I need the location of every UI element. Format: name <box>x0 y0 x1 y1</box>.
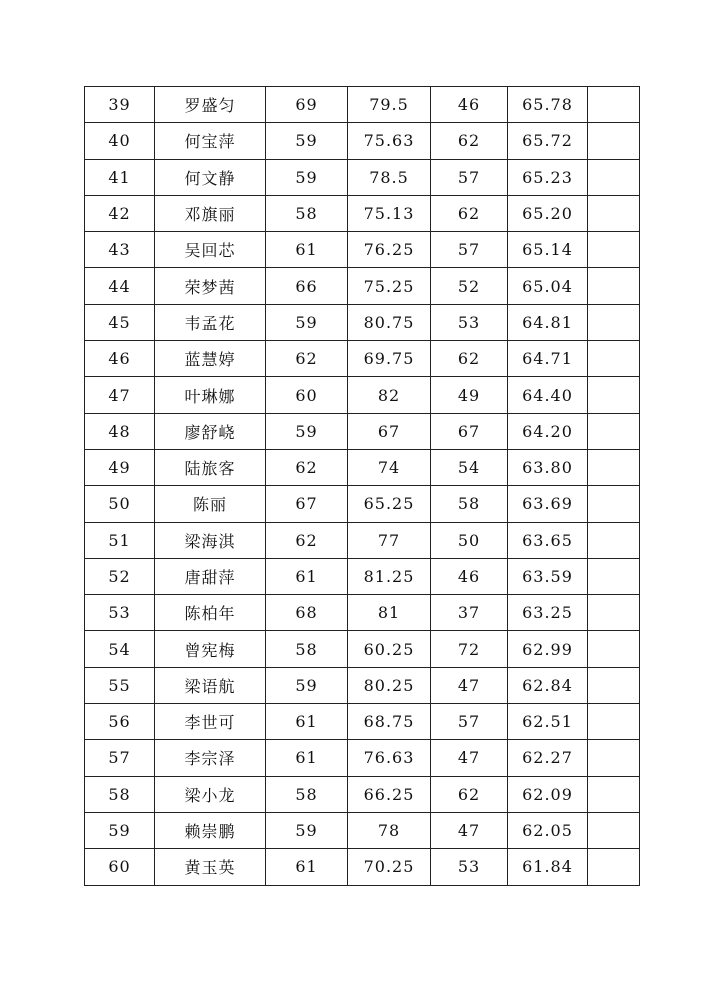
note-cell <box>588 268 640 304</box>
total-cell: 61.84 <box>508 849 588 885</box>
score-b-cell: 75.13 <box>348 195 431 231</box>
total-cell: 62.51 <box>508 704 588 740</box>
table-row <box>85 449 640 485</box>
total-cell: 65.20 <box>508 195 588 231</box>
note-cell <box>588 704 640 740</box>
rank-cell: 54 <box>85 631 155 667</box>
note-cell <box>588 631 640 667</box>
note-cell <box>588 304 640 340</box>
rank-cell: 60 <box>85 849 155 885</box>
score-c-cell: 46 <box>431 558 508 594</box>
rank-cell: 43 <box>85 232 155 268</box>
table-row <box>85 849 640 885</box>
note-cell <box>588 341 640 377</box>
score-b-cell: 67 <box>348 413 431 449</box>
score-b-cell: 76.25 <box>348 232 431 268</box>
score-b-cell: 68.75 <box>348 704 431 740</box>
name-cell: 叶琳娜 <box>155 377 266 413</box>
score-a-cell: 59 <box>266 159 348 195</box>
score-b-cell: 70.25 <box>348 849 431 885</box>
score-c-cell: 58 <box>431 486 508 522</box>
total-cell: 64.81 <box>508 304 588 340</box>
rank-cell: 42 <box>85 195 155 231</box>
note-cell <box>588 195 640 231</box>
name-cell: 邓旗丽 <box>155 195 266 231</box>
rank-cell: 41 <box>85 159 155 195</box>
table-body <box>85 87 640 886</box>
rank-cell: 56 <box>85 704 155 740</box>
score-b-cell: 78.5 <box>348 159 431 195</box>
score-a-cell: 69 <box>266 87 348 123</box>
score-b-cell: 81 <box>348 595 431 631</box>
score-b-cell: 80.25 <box>348 667 431 703</box>
note-cell <box>588 449 640 485</box>
name-cell: 蓝慧婷 <box>155 341 266 377</box>
name-cell: 赖崇鹏 <box>155 812 266 848</box>
name-cell: 韦孟花 <box>155 304 266 340</box>
table-row <box>85 268 640 304</box>
rank-cell: 51 <box>85 522 155 558</box>
table-row <box>85 812 640 848</box>
table-row <box>85 667 640 703</box>
rank-cell: 46 <box>85 341 155 377</box>
rank-cell: 57 <box>85 740 155 776</box>
name-cell: 何宝萍 <box>155 123 266 159</box>
table-row <box>85 486 640 522</box>
name-cell: 曾宪梅 <box>155 631 266 667</box>
table-row <box>85 377 640 413</box>
rank-cell: 48 <box>85 413 155 449</box>
note-cell <box>588 667 640 703</box>
score-a-cell: 62 <box>266 341 348 377</box>
total-cell: 64.40 <box>508 377 588 413</box>
score-c-cell: 62 <box>431 195 508 231</box>
total-cell: 63.69 <box>508 486 588 522</box>
score-a-cell: 60 <box>266 377 348 413</box>
score-c-cell: 46 <box>431 87 508 123</box>
score-b-cell: 65.25 <box>348 486 431 522</box>
total-cell: 63.25 <box>508 595 588 631</box>
total-cell: 65.72 <box>508 123 588 159</box>
score-c-cell: 52 <box>431 268 508 304</box>
score-c-cell: 53 <box>431 304 508 340</box>
rank-cell: 52 <box>85 558 155 594</box>
total-cell: 63.65 <box>508 522 588 558</box>
name-cell: 廖舒峣 <box>155 413 266 449</box>
score-b-cell: 75.63 <box>348 123 431 159</box>
score-c-cell: 57 <box>431 704 508 740</box>
rank-cell: 53 <box>85 595 155 631</box>
score-c-cell: 62 <box>431 341 508 377</box>
total-cell: 63.80 <box>508 449 588 485</box>
total-cell: 62.27 <box>508 740 588 776</box>
score-b-cell: 79.5 <box>348 87 431 123</box>
note-cell <box>588 377 640 413</box>
score-c-cell: 37 <box>431 595 508 631</box>
rank-cell: 40 <box>85 123 155 159</box>
note-cell <box>588 776 640 812</box>
score-a-cell: 61 <box>266 704 348 740</box>
score-a-cell: 58 <box>266 195 348 231</box>
rank-cell: 47 <box>85 377 155 413</box>
score-c-cell: 57 <box>431 159 508 195</box>
score-c-cell: 67 <box>431 413 508 449</box>
score-c-cell: 47 <box>431 667 508 703</box>
total-cell: 64.71 <box>508 341 588 377</box>
score-b-cell: 81.25 <box>348 558 431 594</box>
note-cell <box>588 413 640 449</box>
total-cell: 62.05 <box>508 812 588 848</box>
score-c-cell: 62 <box>431 123 508 159</box>
total-cell: 65.04 <box>508 268 588 304</box>
name-cell: 陈丽 <box>155 486 266 522</box>
score-a-cell: 61 <box>266 232 348 268</box>
score-a-cell: 62 <box>266 522 348 558</box>
name-cell: 陆旅客 <box>155 449 266 485</box>
table-row <box>85 159 640 195</box>
table-row <box>85 341 640 377</box>
score-b-cell: 75.25 <box>348 268 431 304</box>
table-row <box>85 740 640 776</box>
name-cell: 梁海淇 <box>155 522 266 558</box>
note-cell <box>588 595 640 631</box>
name-cell: 梁小龙 <box>155 776 266 812</box>
name-cell: 李宗泽 <box>155 740 266 776</box>
score-c-cell: 47 <box>431 812 508 848</box>
table-row <box>85 304 640 340</box>
table-row <box>85 413 640 449</box>
note-cell <box>588 87 640 123</box>
score-b-cell: 78 <box>348 812 431 848</box>
score-a-cell: 59 <box>266 667 348 703</box>
name-cell: 梁语航 <box>155 667 266 703</box>
total-cell: 62.09 <box>508 776 588 812</box>
score-b-cell: 60.25 <box>348 631 431 667</box>
note-cell <box>588 558 640 594</box>
score-b-cell: 69.75 <box>348 341 431 377</box>
rank-cell: 39 <box>85 87 155 123</box>
name-cell: 李世可 <box>155 704 266 740</box>
total-cell: 62.84 <box>508 667 588 703</box>
note-cell <box>588 123 640 159</box>
score-b-cell: 77 <box>348 522 431 558</box>
table-row <box>85 558 640 594</box>
rank-cell: 45 <box>85 304 155 340</box>
total-cell: 62.99 <box>508 631 588 667</box>
table-row <box>85 87 640 123</box>
score-table <box>84 86 640 886</box>
score-a-cell: 61 <box>266 558 348 594</box>
score-a-cell: 58 <box>266 631 348 667</box>
score-a-cell: 59 <box>266 123 348 159</box>
table-row <box>85 522 640 558</box>
table-row <box>85 776 640 812</box>
score-c-cell: 54 <box>431 449 508 485</box>
note-cell <box>588 486 640 522</box>
note-cell <box>588 159 640 195</box>
rank-cell: 44 <box>85 268 155 304</box>
note-cell <box>588 522 640 558</box>
table-row <box>85 595 640 631</box>
table-row <box>85 123 640 159</box>
table-row <box>85 232 640 268</box>
name-cell: 何文静 <box>155 159 266 195</box>
name-cell: 黄玉英 <box>155 849 266 885</box>
score-c-cell: 53 <box>431 849 508 885</box>
score-a-cell: 66 <box>266 268 348 304</box>
score-a-cell: 61 <box>266 740 348 776</box>
rank-cell: 58 <box>85 776 155 812</box>
score-c-cell: 47 <box>431 740 508 776</box>
rank-cell: 55 <box>85 667 155 703</box>
score-a-cell: 59 <box>266 812 348 848</box>
name-cell: 陈柏年 <box>155 595 266 631</box>
name-cell: 荣梦茜 <box>155 268 266 304</box>
score-a-cell: 59 <box>266 304 348 340</box>
total-cell: 64.20 <box>508 413 588 449</box>
total-cell: 63.59 <box>508 558 588 594</box>
score-c-cell: 72 <box>431 631 508 667</box>
score-b-cell: 82 <box>348 377 431 413</box>
table-row <box>85 195 640 231</box>
total-cell: 65.23 <box>508 159 588 195</box>
score-c-cell: 50 <box>431 522 508 558</box>
rank-cell: 49 <box>85 449 155 485</box>
total-cell: 65.78 <box>508 87 588 123</box>
score-c-cell: 62 <box>431 776 508 812</box>
note-cell <box>588 812 640 848</box>
note-cell <box>588 232 640 268</box>
score-b-cell: 74 <box>348 449 431 485</box>
note-cell <box>588 849 640 885</box>
name-cell: 吴回芯 <box>155 232 266 268</box>
table-row <box>85 704 640 740</box>
score-a-cell: 58 <box>266 776 348 812</box>
score-a-cell: 59 <box>266 413 348 449</box>
score-c-cell: 49 <box>431 377 508 413</box>
score-b-cell: 76.63 <box>348 740 431 776</box>
name-cell: 唐甜萍 <box>155 558 266 594</box>
total-cell: 65.14 <box>508 232 588 268</box>
table-row <box>85 631 640 667</box>
rank-cell: 59 <box>85 812 155 848</box>
note-cell <box>588 740 640 776</box>
score-b-cell: 80.75 <box>348 304 431 340</box>
score-c-cell: 57 <box>431 232 508 268</box>
score-a-cell: 61 <box>266 849 348 885</box>
score-b-cell: 66.25 <box>348 776 431 812</box>
score-a-cell: 62 <box>266 449 348 485</box>
score-a-cell: 67 <box>266 486 348 522</box>
name-cell: 罗盛匀 <box>155 87 266 123</box>
score-a-cell: 68 <box>266 595 348 631</box>
rank-cell: 50 <box>85 486 155 522</box>
